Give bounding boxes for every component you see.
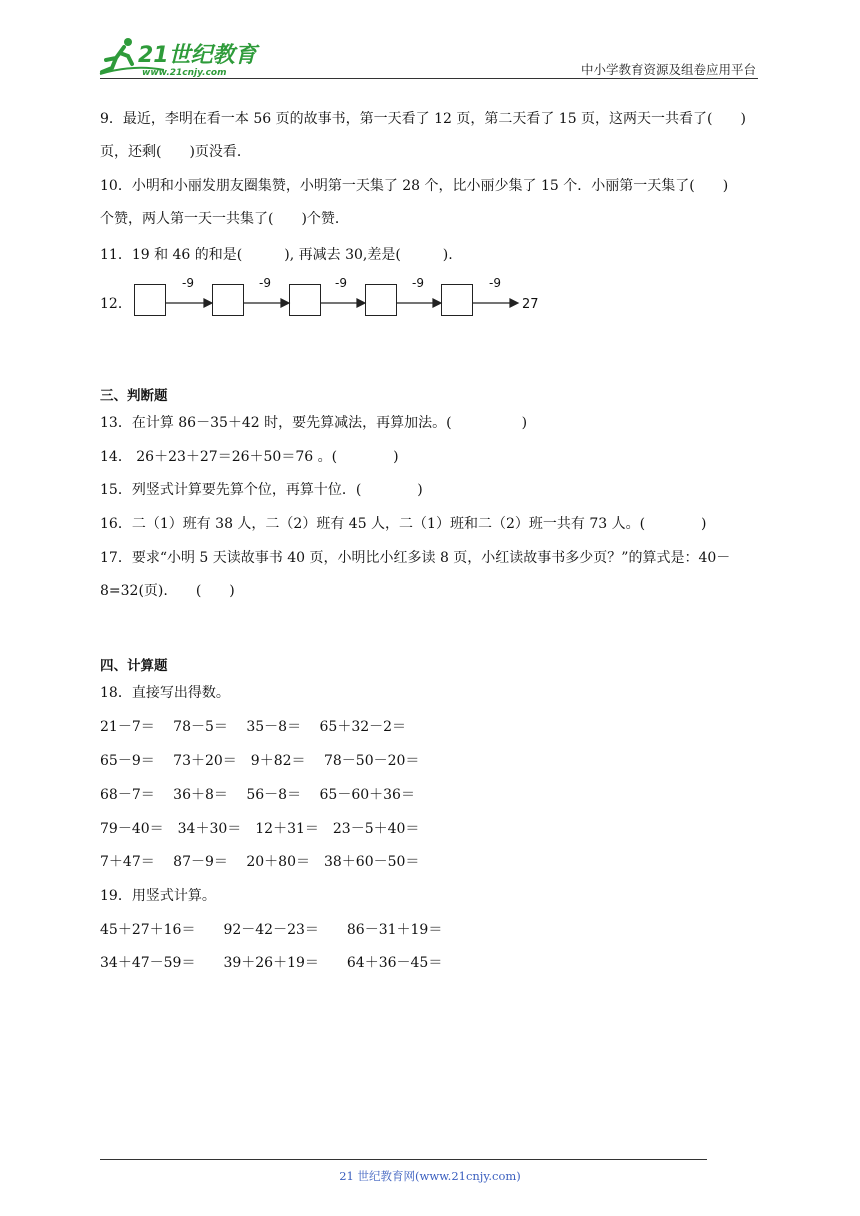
question-10-line1: 10．小明和小丽发朋友圈集赞，小明第一天集了 28 个，比小丽少集了 15 个．小丽第一天集了( ): [100, 178, 729, 194]
footer-divider: [100, 1159, 707, 1160]
chain-arrows: [0, 0, 560, 330]
op-label-4: -9: [412, 276, 424, 290]
question-18: 18．直接写出得数。: [100, 685, 230, 701]
op-label-5: -9: [489, 276, 501, 290]
op-label-1: -9: [182, 276, 194, 290]
op-label-3: -9: [335, 276, 347, 290]
chain-result: 27: [522, 297, 539, 312]
vertical-calc-row-2: 34＋47－59＝ 39＋26＋19＝ 64＋36－45＝: [100, 955, 443, 971]
svg-text:21世纪教育: 21世纪教育: [138, 43, 257, 68]
question-16: 16．二（1）班有 38 人，二（2）班有 45 人，二（1）班和二（2）班一共有 73 人。( ): [100, 516, 707, 532]
section-4-title: 四、计算题: [100, 658, 168, 674]
vertical-calc-row-1: 45＋27＋16＝ 92－42－23＝ 86－31＋19＝: [100, 922, 443, 938]
op-label-2: -9: [259, 276, 271, 290]
platform-name: 中小学教育资源及组卷应用平台: [580, 62, 756, 77]
question-14: 14． 26＋23＋27＝26＋50＝76 。( ): [100, 449, 399, 465]
question-10-line2: 个赞，两人第一天一共集了( )个赞．: [100, 211, 349, 227]
calc-row-2: 65－9＝ 73＋20＝ 9＋82＝ 78－50－20＝: [100, 753, 420, 769]
question-9-line2: 页，还剩( )页没看．: [100, 144, 251, 160]
question-15: 15．列竖式计算要先算个位，再算十位．( ): [100, 482, 423, 498]
question-13: 13．在计算 86－35＋42 时，要先算减法，再算加法。( ): [100, 415, 528, 431]
calc-row-3: 68－7＝ 36＋8＝ 56－8＝ 65－60＋36＝: [100, 787, 415, 803]
calc-row-1: 21－7＝ 78－5＝ 35－8＝ 65＋32－2＝: [100, 719, 407, 735]
question-17-line2: 8=32(页). ( ): [100, 583, 235, 599]
svg-text:www.21cnjy.com: www.21cnjy.com: [142, 68, 227, 78]
question-9-line1: 9．最近，李明在看一本 56 页的故事书，第一天看了 12 页，第二天看了 15 页，这两天一共看了( ): [100, 111, 746, 127]
section-3-title: 三、判断题: [100, 388, 168, 404]
calc-row-5: 7＋47＝ 87－9＝ 20＋80＝ 38＋60－50＝: [100, 854, 420, 870]
footer-link[interactable]: 21 世纪教育网(www.21cnjy.com): [339, 1169, 521, 1183]
calc-row-4: 79－40＝ 34＋30＝ 12＋31＝ 23－5＋40＝: [100, 821, 420, 837]
question-17-line1: 17．要求“小明 5 天读故事书 40 页，小明比小红多读 8 页，小红读故事书多少页？”的算式是：40－: [100, 550, 731, 566]
question-11: 11．19 和 46 的和是( ), 再减去 30,差是( ).: [100, 247, 453, 263]
question-19: 19．用竖式计算。: [100, 888, 216, 904]
question-12-label: 12．: [100, 296, 132, 312]
